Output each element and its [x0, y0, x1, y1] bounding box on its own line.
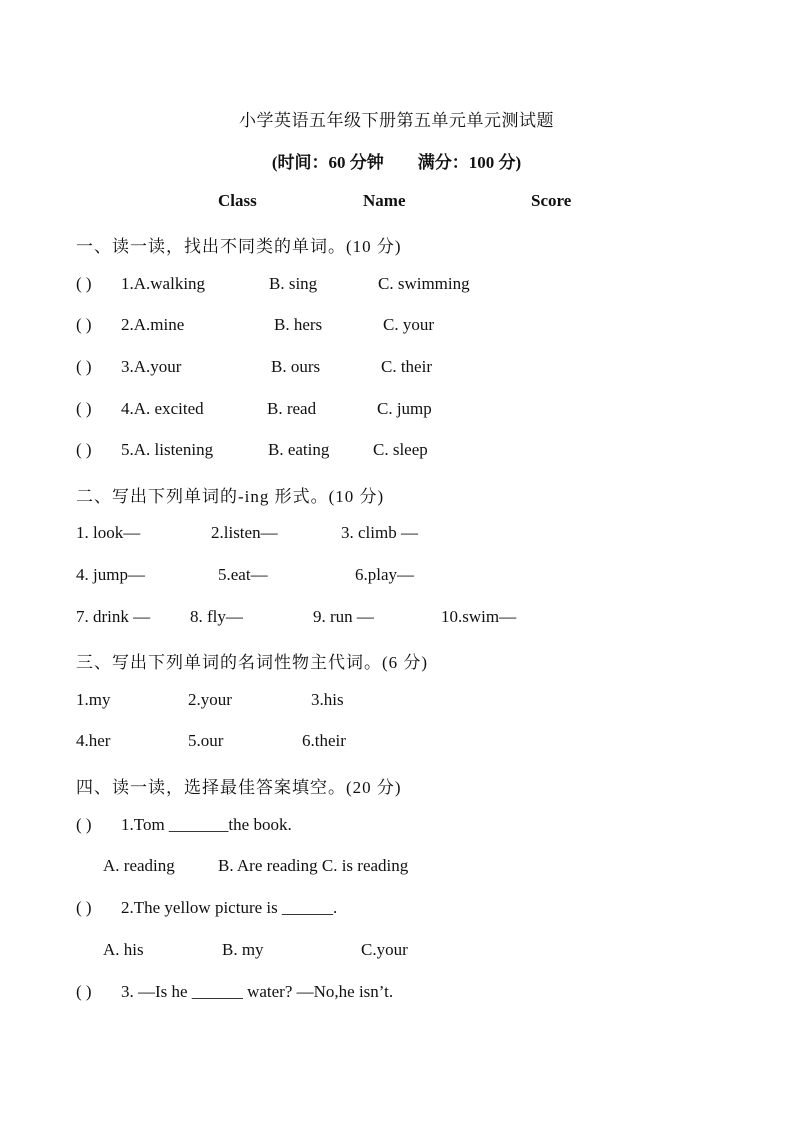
option-c: C. sleep: [373, 440, 428, 459]
pronoun-item: 2.your: [188, 690, 232, 709]
exam-time-score-info: (时间：60 分钟 满分：100 分): [271, 153, 522, 172]
option-a: 5.A. listening: [121, 440, 214, 459]
option-c: C.your: [361, 940, 408, 959]
answer-blank[interactable]: ( ): [76, 399, 92, 418]
option-a: A. his: [103, 940, 144, 959]
pronoun-item: 6.their: [302, 731, 346, 750]
ing-item: 5.eat—: [218, 565, 268, 584]
pronoun-item: 3.his: [311, 690, 344, 709]
pronoun-item: 4.her: [76, 731, 111, 750]
option-a: 1.A.walking: [121, 274, 206, 293]
option-b: B. sing: [269, 274, 318, 293]
ing-item: 4. jump—: [76, 565, 145, 584]
ing-item: 1. look—: [76, 523, 141, 542]
option-b-c: B. Are reading C. is reading: [218, 856, 409, 875]
option-a: 3.A.your: [121, 357, 182, 376]
section-3-heading: 三、写出下列单词的名词性物主代词。(6 分): [76, 653, 429, 672]
option-b: B. eating: [268, 440, 330, 459]
option-a: 4.A. excited: [121, 399, 204, 418]
answer-blank[interactable]: ( ): [76, 274, 92, 293]
option-a: A. reading: [103, 856, 175, 875]
answer-blank[interactable]: ( ): [76, 357, 92, 376]
ing-item: 10.swim—: [441, 607, 517, 626]
question-text: 2.The yellow picture is ______.: [121, 898, 338, 917]
ing-item: 9. run —: [313, 607, 374, 626]
answer-blank[interactable]: ( ): [76, 898, 92, 917]
option-c: C. their: [381, 357, 432, 376]
section-1-heading: 一、读一读，找出不同类的单词。(10 分): [76, 237, 402, 256]
ing-item: 7. drink —: [76, 607, 151, 626]
option-b: B. my: [222, 940, 264, 959]
answer-blank[interactable]: ( ): [76, 315, 92, 334]
option-c: C. your: [383, 315, 434, 334]
ing-item: 6.play—: [355, 565, 415, 584]
ing-item: 3. climb —: [341, 523, 418, 542]
question-text: 3. —Is he ______ water? —No,he isn’t.: [121, 982, 394, 1001]
name-label: Name: [363, 191, 406, 210]
pronoun-item: 5.our: [188, 731, 224, 750]
section-2-heading: 二、写出下列单词的-ing 形式。(10 分): [76, 487, 385, 506]
answer-blank[interactable]: ( ): [76, 982, 92, 1001]
class-label: Class: [218, 191, 257, 210]
section-4-heading: 四、读一读，选择最佳答案填空。(20 分): [76, 778, 402, 797]
score-label: Score: [531, 191, 572, 210]
ing-item: 2.listen—: [211, 523, 278, 542]
option-b: B. read: [267, 399, 317, 418]
answer-blank[interactable]: ( ): [76, 440, 92, 459]
option-b: B. ours: [271, 357, 321, 376]
answer-blank[interactable]: ( ): [76, 815, 92, 834]
ing-item: 8. fly—: [190, 607, 243, 626]
option-a: 2.A.mine: [121, 315, 185, 334]
question-text: 1.Tom _______the book.: [121, 815, 292, 834]
option-c: C. jump: [377, 399, 432, 418]
option-c: C. swimming: [378, 274, 470, 293]
option-b: B. hers: [274, 315, 323, 334]
pronoun-item: 1.my: [76, 690, 111, 709]
page-title: 小学英语五年级下册第五单元单元测试题: [239, 111, 554, 130]
